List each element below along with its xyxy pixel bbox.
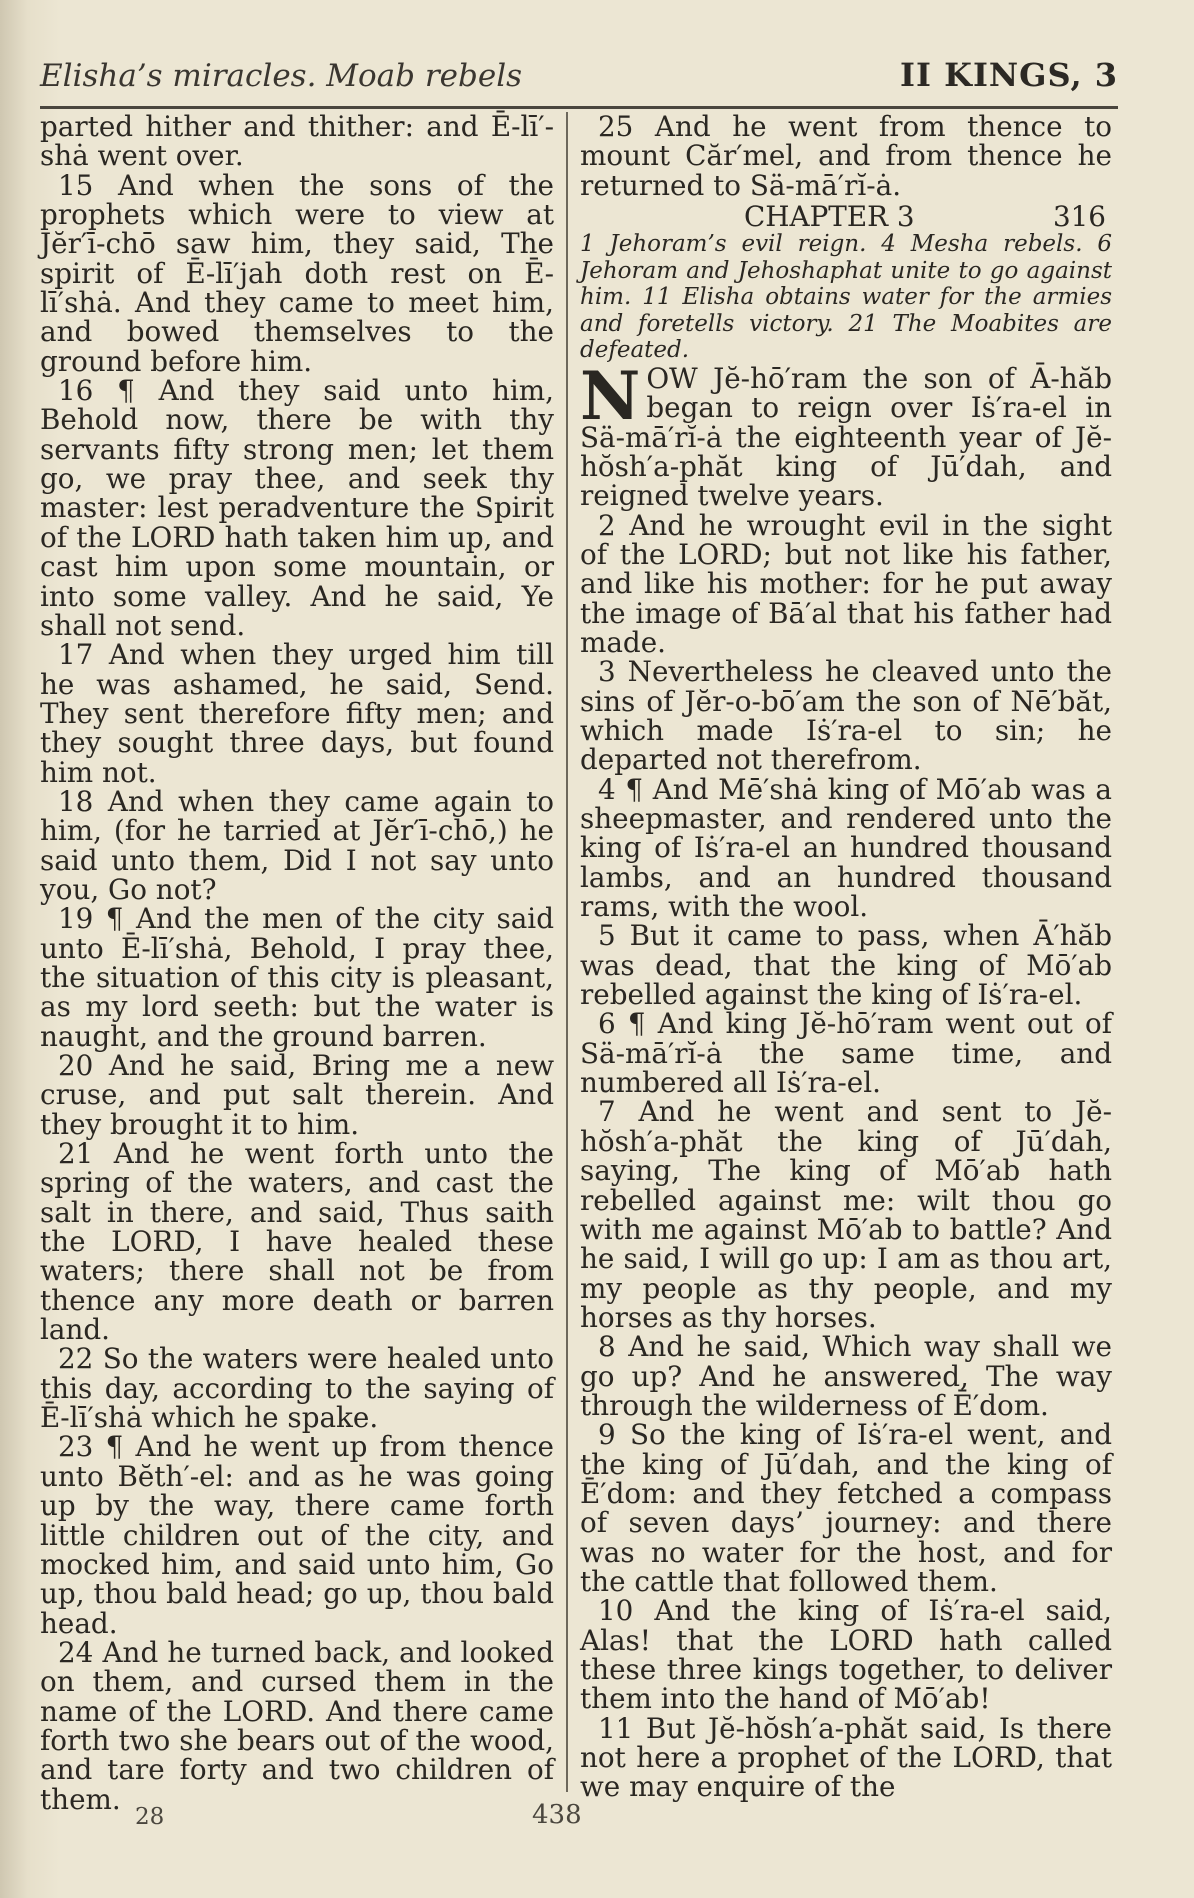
verse-16: 16 ¶ And they said unto him, Behold now, there be with thy servants fifty strong men; let them go, we pray thee, and seek thy master: lest peradventure the Spirit of the LORD hath taken him up, and cast him upon some mountain, or into some valley. And he said, Ye shall not send.: [40, 374, 554, 642]
chapter-summary: 1 Jehoram’s evil reign. 4 Mesha rebels. 6 Jehoram and Jehoshaphat unite to go against him. 11 Elisha obtains water for the armies and foretells victory. 21 The Moabites are defeated.: [580, 231, 1112, 364]
verse-21: 21 And he went forth unto the spring of the waters, and cast the salt in there, and said, Thus saith the LORD, I have healed these waters; there shall not be from thence any more death or barren land.: [40, 1137, 554, 1347]
verse-8: 8 And he said, Which way shall we go up? And he answered, The way through the wilderness of Ē′dom.: [580, 1330, 1112, 1422]
verse-19: 19 ¶ And the men of the city said unto Ē-lī′shȧ, Behold, I pray thee, the situation of this city is pleasant, as my lord seeth: but the water is naught, and the ground barren.: [40, 902, 554, 1053]
page-number: 438: [532, 1800, 582, 1830]
verse-1-text: OW Jĕ-hō′ram the son of Ā-hăb began to reign over Iṡ′ra-el in Sä-mā′rĭ-ȧ the eighteenth year of Jĕ-hŏsh′a-phăt king of Jū′dah, and reigned twelve years.: [580, 361, 1112, 513]
verse-10: 10 And the king of Iṡ′ra-el said, Alas! that the LORD hath called these three kings together, to deliver them into the hand of Mō′ab!: [580, 1594, 1112, 1716]
verse-18: 18 And when they came again to him, (for he tarried at Jĕr′ī-chō,) he said unto them, Did I not say unto you, Go not?: [40, 784, 554, 906]
chapter-number: 316: [1052, 200, 1106, 234]
running-head-left: Elisha’s miracles. Moab rebels: [40, 58, 523, 94]
verse-25: 25 And he went from thence to mount Căr′mel, and from thence he returned to Sä-mā′rĭ-ȧ.: [580, 110, 1112, 202]
verse-23: 23 ¶ And he went up from thence unto Bĕth′-el: and as he was going up by the way, there came forth little children out of the city, and mocked him, and said unto him, Go up, thou bald head; go up, thou bald head.: [40, 1430, 554, 1640]
verse-continuation: parted hither and thither: and Ē-lī′-shȧ went over.: [40, 110, 554, 173]
verse-2: 2 And he wrought evil in the sight of the LORD; but not like his father, and like his mother: for he put away the image of Bā′al that his father had made.: [580, 508, 1112, 659]
running-head-right: II KINGS, 3: [900, 56, 1118, 94]
verse-11: 11 But Jĕ-hŏsh′a-phăt said, Is there not here a prophet of the LORD, that we may enquire of the: [580, 1711, 1112, 1804]
verse-5: 5 But it came to pass, when Ā′hăb was dead, that the king of Mō′ab rebelled against the king of Iṡ′ra-el.: [580, 919, 1112, 1012]
verse-1: [580, 356, 1112, 513]
header-rule: [40, 106, 1118, 109]
footer-signature-mark: 28: [135, 1804, 165, 1830]
verse-4: 4 ¶ And Mē′shȧ king of Mō′ab was a sheepmaster, and rendered unto the king of Iṡ′ra-el an hundred thousand lambs, and an hundred thousand rams, with the wool.: [580, 772, 1112, 924]
drop-cap: N: [580, 356, 641, 435]
verse-3: 3 Nevertheless he cleaved unto the sins of Jĕr-o-bō′am the son of Nē′băt, which made Iṡ′ra-el to sin; he departed not therefrom.: [580, 655, 1112, 777]
verse-22: 22 So the waters were healed unto this day, according to the saying of Ē-lī′shȧ which he spake.: [40, 1342, 554, 1435]
chapter-heading: [580, 200, 1112, 234]
running-head: [40, 48, 1118, 100]
verse-6: 6 ¶ And king Jĕ-hō′ram went out of Sä-mā′rĭ-ȧ the same time, and numbered all Iṡ′ra-el.: [580, 1007, 1112, 1100]
right-column: [580, 112, 1112, 1802]
column-divider: [566, 112, 568, 1792]
verse-17: 17 And when they urged him till he was ashamed, he said, Send. They sent therefore fifty men; and they sought three days, but found him not.: [40, 638, 554, 789]
verse-15: 15 And when the sons of the prophets which were to view at Jĕr′ī-chō saw him, they said, The spirit of Ē-lī′jah doth rest on Ē-lī′shȧ. And they came to meet him, and bowed themselves to the ground before him.: [40, 168, 554, 378]
verse-7: 7 And he went and sent to Jĕ-hŏsh′a-phăt the king of Jū′dah, saying, The king of Mō′ab hath rebelled against me: wilt thou go with me against Mō′ab to battle? And he said, I will go up: I am as thou art, my people as thy people, and my horses as thy horses.: [580, 1095, 1112, 1334]
verse-9: 9 So the king of Iṡ′ra-el went, and the king of Jū′dah, and the king of Ē′dom: and they fetched a compass of seven days’ journey: and there was no water for the host, and for the cattle that followed them.: [580, 1418, 1112, 1598]
verse-24: 24 And he turned back, and looked on them, and cursed them in the name of the LORD. And there came forth two she bears out of the wood, and tare forty and two children of them.: [40, 1635, 554, 1816]
left-column: [40, 112, 554, 1814]
verse-20: 20 And he said, Bring me a new cruse, and put salt therein. And they brought it to him.: [40, 1049, 554, 1141]
chapter-title: CHAPTER 3: [744, 200, 915, 234]
